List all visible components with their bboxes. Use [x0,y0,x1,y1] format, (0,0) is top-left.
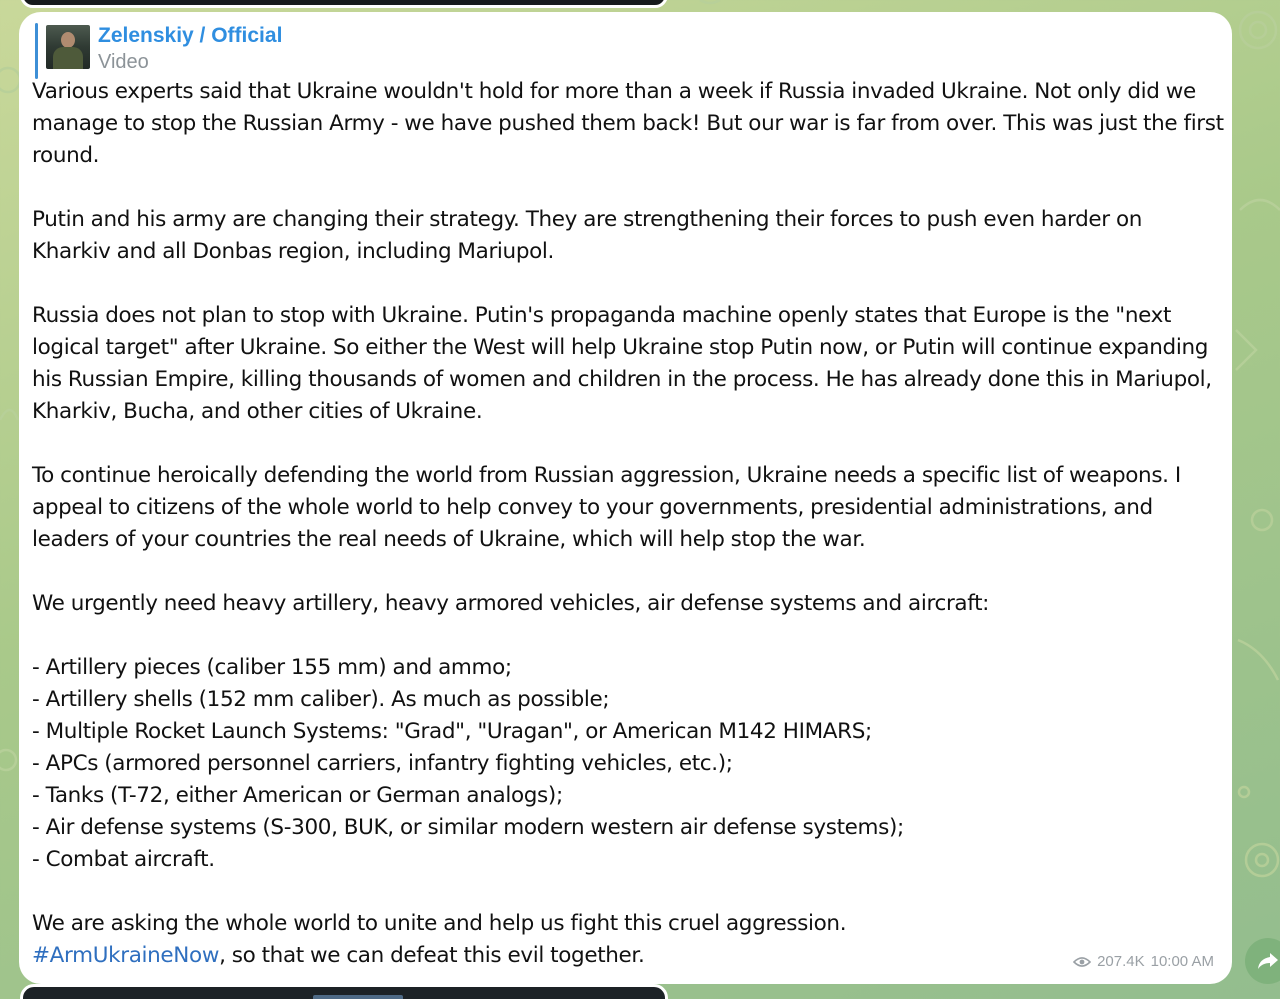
paragraph: Various experts said that Ukraine wouldn't hold for more than a week if Russia invaded Ukraine. Not only did we manage to stop the Russian Army - we have pushed them back! But our war is far from over. This was just the first round. [32,79,1224,168]
message-text [32,76,1224,972]
message-time: 10:00 AM [1150,953,1214,970]
paragraph: Russia does not plan to stop with Ukraine. Putin's propaganda machine openly states that Europe is the "next logical target" after Ukraine. So either the West will help Ukraine stop Putin now, or Putin will continue expanding his Russian Empire, killing thousands of women and children in the process. He has already done this in Mariupol, Kharkiv, Bucha, and other cities of Ukraine. [32,303,1212,424]
list-item: - Combat aircraft. [32,847,215,872]
list-item: - Artillery shells (152 mm caliber). As much as possible; [32,687,610,712]
closing-line: We are asking the whole world to unite and help us fight this cruel aggression. [32,911,847,936]
message-bubble [19,12,1232,984]
next-video-message[interactable] [20,984,668,999]
list-item: - Air defense systems (S-300, BUK, or similar modern western air defense systems); [32,815,904,840]
forward-accent-bar [35,23,38,79]
list-item: - Multiple Rocket Launch Systems: "Grad", "Uragan", or American M142 HIMARS; [32,719,872,744]
list-item: - Artillery pieces (caliber 155 mm) and ammo; [32,655,512,680]
sender-name[interactable]: Zelenskiy / Official [98,24,283,47]
paragraph: Putin and his army are changing their strategy. They are strengthening their forces to push even harder on Kharkiv and all Donbas region, including Mariupol. [32,207,1143,264]
channel-avatar[interactable] [46,25,90,69]
list-item: - Tanks (T-72, either American or German analogs); [32,783,563,808]
previous-video-message[interactable] [20,0,668,8]
hashtag-line [32,940,1224,972]
media-type-label: Video [98,51,149,73]
forwarded-from-header[interactable] [35,23,282,79]
eye-icon [1073,956,1091,968]
message-meta [1073,953,1214,970]
hashtag-link[interactable]: #ArmUkraineNow [32,943,220,968]
paragraph: To continue heroically defending the world from Russian aggression, Ukraine needs a specific list of weapons. I appeal to citizens of the whole world to help convey to your governments, presidential administrations, and leaders of your countries the real needs of Ukraine, which will help stop the war. [32,463,1181,552]
paragraph: We urgently need heavy artillery, heavy armored vehicles, air defense systems and aircraft: [32,591,990,616]
share-arrow-icon [1256,951,1280,971]
share-button[interactable] [1245,938,1280,984]
hashtag-suffix: , so that we can defeat this evil together. [219,943,645,968]
view-count: 207.4K [1097,953,1145,970]
list-item: - APCs (armored personnel carriers, infantry fighting vehicles, etc.); [32,751,733,776]
video-thumbnail-hint [313,995,403,999]
